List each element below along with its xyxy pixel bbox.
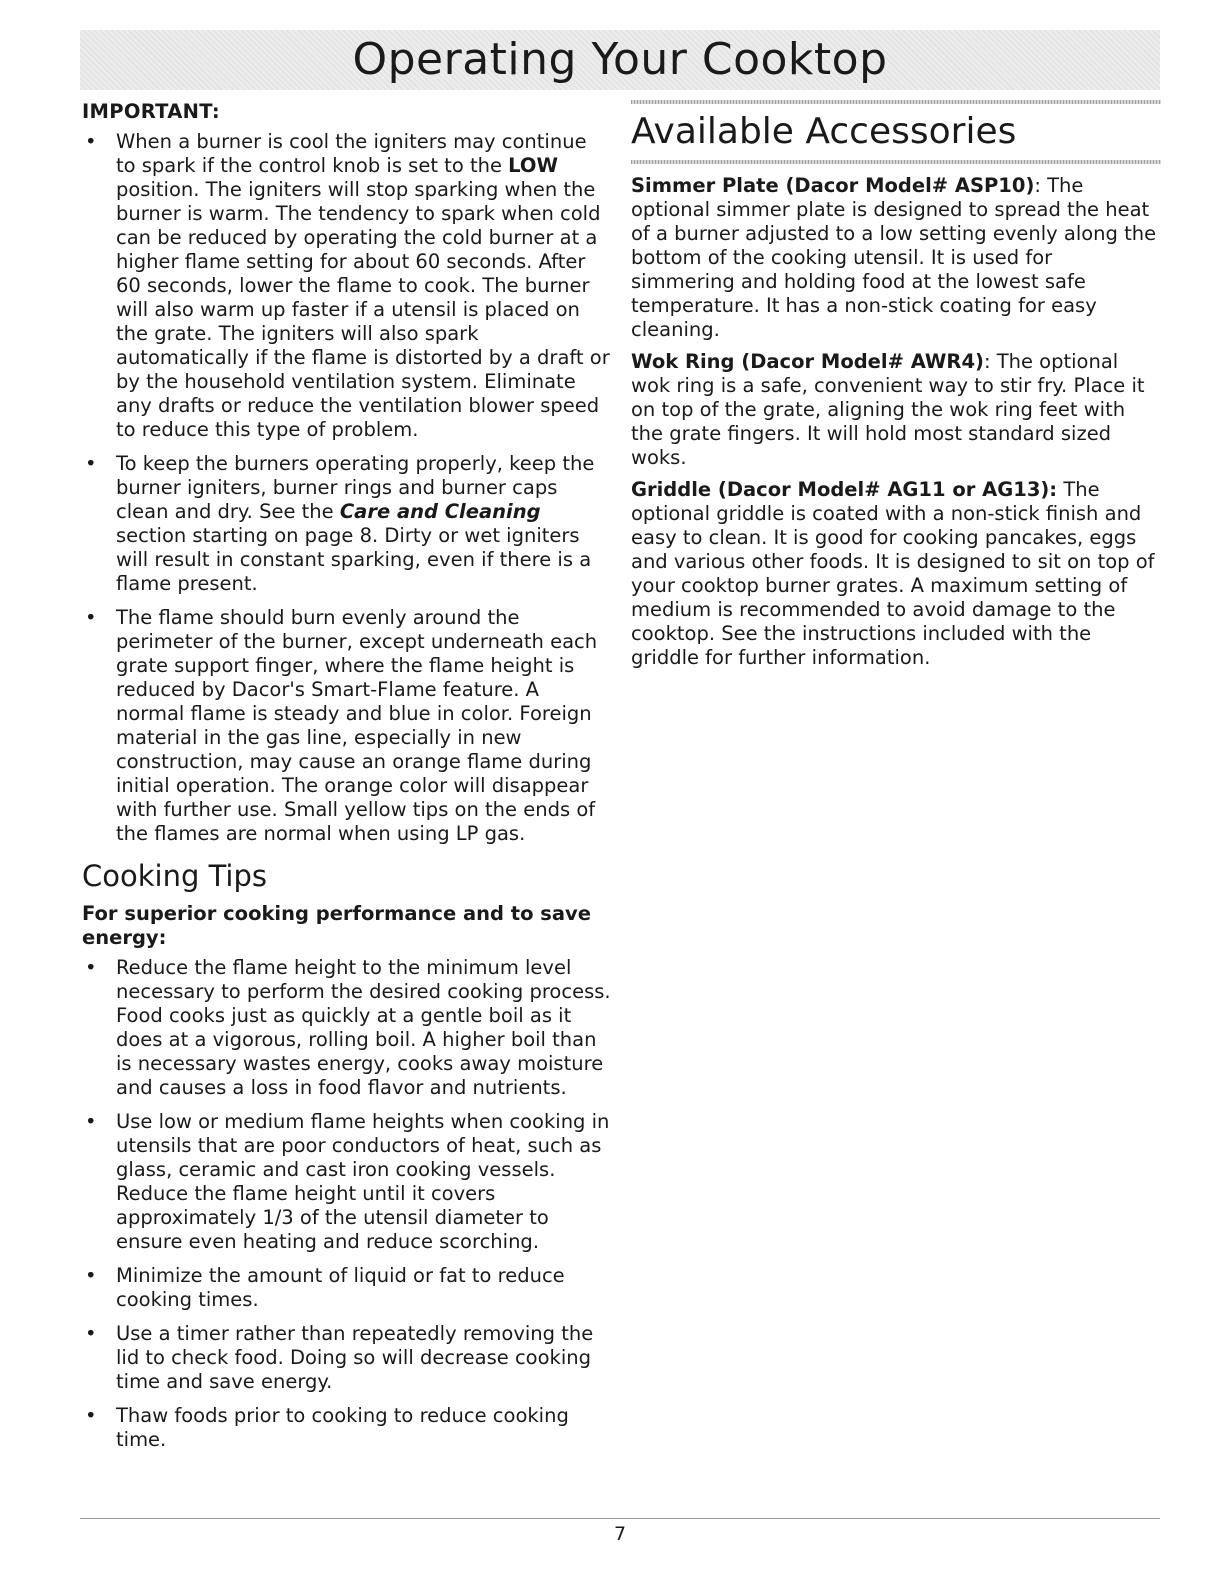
accessory-name: Griddle (Dacor Model# AG11 or AG13): (631, 478, 1058, 501)
item-text: The flame should burn evenly around the perimeter of the burner, except underneath each grate support finger, where the flame height is reduced by Dacor's Smart-Flame feature. A normal flame is steady and blue in color. Foreign material in the gas line, especially in new construction, may cause an orange flame during initial operation. The orange color will disappear with further use. Small yellow tips on the ends of the flames are normal when using LP gas. (116, 606, 598, 845)
accessory-separator: : (1034, 174, 1048, 197)
item-text: section starting on page 8. Dirty or wet igniters will result in constant sparking, even if there is a flame present. (116, 524, 592, 595)
accessory-separator: : (983, 350, 997, 373)
page-header-banner (80, 30, 1160, 90)
important-heading (82, 100, 612, 124)
page-number: 7 (613, 1523, 627, 1545)
accessory-description: The optional wok ring is a safe, convenient way to stir fry. Place it on top of the grate, aligning the wok ring feet with the grate fingers. It will hold most standard sized woks. (631, 350, 1145, 469)
item-text: Reduce the flame height to the minimum level necessary to perform the desired cooking process. Food cooks just as quickly at a gentle boil as it does at a vigorous, rolling boil. A higher boil than is necessary wastes energy, cooks away moisture and causes a loss in food flavor and nutrients. (116, 956, 611, 1099)
list-item (82, 1404, 612, 1452)
left-column (82, 100, 612, 1462)
list-item (82, 1322, 612, 1394)
item-text: Minimize the amount of liquid or fat to reduce cooking times. (116, 1264, 565, 1311)
list-item (82, 956, 612, 1100)
accessory-simmer-plate (631, 174, 1161, 342)
cooking-tips-subheading: For superior cooking performance and to save energy: (82, 902, 591, 949)
bullet-icon: • (85, 452, 97, 475)
cooking-tips-list (82, 956, 612, 1452)
list-item (82, 130, 612, 442)
section-divider (631, 100, 1161, 104)
page-title: Operating Your Cooktop (352, 34, 888, 85)
section-divider (631, 160, 1161, 164)
accessory-griddle (631, 478, 1161, 670)
item-text: position. The igniters will stop sparking when the burner is warm. The tendency to spark when cold can be reduced by operating the cold burner at a higher flame setting for about 60 seconds. After 60 seconds, lower the flame to cook. The burner will also warm up faster if a utensil is placed on the grate. The igniters will also spark automatically if the flame is distorted by a draft or by the household ventilation system. Eliminate any drafts or reduce the ventilation blower speed to reduce this type of problem. (116, 178, 610, 441)
accessory-description: The optional griddle is coated with a non-stick finish and easy to clean. It is good for cooking pancakes, eggs and various other foods. It is designed to sit on top of your cooktop burner grates. A maximum setting of medium is recommended to avoid damage to the cooktop. See the instructions included with the griddle for further information. (631, 478, 1155, 669)
important-list (82, 130, 612, 846)
accessory-name: Wok Ring (Dacor Model# AWR4) (631, 350, 984, 373)
accessory-wok-ring (631, 350, 1161, 470)
bullet-icon: • (85, 1322, 97, 1345)
item-text: To keep the burners operating properly, keep the burner igniters, burner rings and burner caps clean and dry. See the (116, 452, 595, 523)
bullet-icon: • (85, 130, 97, 153)
right-column (631, 100, 1161, 678)
cooking-tips-heading: Cooking Tips (82, 859, 267, 893)
care-and-cleaning-reference: Care and Cleaning (339, 500, 541, 523)
bullet-icon: • (85, 956, 97, 979)
list-item (82, 452, 612, 596)
accessory-name: Simmer Plate (Dacor Model# ASP10) (631, 174, 1035, 197)
bullet-icon: • (85, 1110, 97, 1133)
important-label: IMPORTANT (82, 100, 212, 123)
footer-rule (80, 1518, 1160, 1519)
item-text: Thaw foods prior to cooking to reduce cooking time. (116, 1404, 569, 1451)
item-text: Use low or medium flame heights when cooking in utensils that are poor conductors of heat, such as glass, ceramic and cast iron cooking vessels. Reduce the flame height until it covers approximately 1/3 of the utensil diameter to ensure even heating and reduce scorching. (116, 1110, 610, 1253)
accessories-heading: Available Accessories (631, 111, 1017, 152)
list-item (82, 606, 612, 846)
item-emphasis: LOW (508, 154, 558, 177)
bullet-icon: • (85, 606, 97, 629)
list-item (82, 1110, 612, 1254)
important-colon: : (211, 100, 220, 123)
bullet-icon: • (85, 1264, 97, 1287)
accessory-description: The optional simmer plate is designed to spread the heat of a burner adjusted to a low setting evenly along the bottom of the cooking utensil. It is used for simmering and holding food at the lowest safe temperature. It has a non-stick coating for easy cleaning. (631, 174, 1157, 341)
item-text: When a burner is cool the igniters may continue to spark if the control knob is set to the (116, 130, 587, 177)
list-item (82, 1264, 612, 1312)
bullet-icon: • (85, 1404, 97, 1427)
item-text: Use a timer rather than repeatedly removing the lid to check food. Doing so will decrease cooking time and save energy. (116, 1322, 594, 1393)
